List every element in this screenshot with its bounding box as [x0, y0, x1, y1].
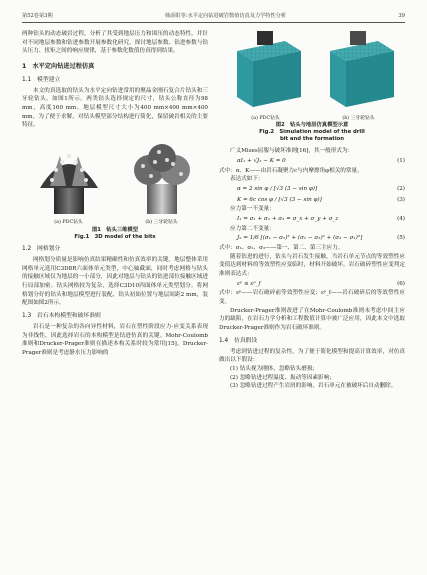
equation-3 — [219, 195, 405, 206]
intro-paragraph: 两种钻头的动态破岩过程，分析了其受到地层压力和围压的动态特性，并针对不同地层参数和钻进参数开展参数化研究，探讨地层参数、钻进参数与钻头压力、扭矩之间的响应规律，基于参数化数值仿真得到结果。 — [22, 31, 208, 55]
equation-6-body: εᵖ ≤ εᵖ_f — [237, 280, 261, 287]
figure-1-caption-en: Fig.1 3D model of the bits — [74, 233, 156, 240]
section-1-3-text: 岩石是一种复杂的各向异性材料，岩石在塑性阶段应力-应变关系表现为非线性，因此选择岩石的本构模型是钻进仿真的关键。Mohr-Coulomb准则和Drucker-Prager准则在描述本构关系时较为常用[15]。Drucker-Prager准则是考虑静水压力影响的 — [22, 324, 208, 356]
equation-6-number: (6) — [397, 280, 405, 287]
section-1-1-text: 本文的真选取的钻头为水平定向钻进常用的聚晶金刚石复合片钻头和三牙轮钻头，如图1所示。两类钻头选择规定的尺寸，钻头公称直径为98 mm，高度160 mm。地层模型尺寸大小为400 mm×400 mm×400 mm。为了便于求解，对钻头模型部分结构进行简化，保留破岩相关的主要特征。 — [22, 87, 208, 129]
equation-1 — [219, 156, 405, 167]
section-1-1-heading: 1.1 模型建立 — [22, 76, 61, 83]
tricone-formation-model-image — [316, 29, 402, 111]
figure-1a — [32, 136, 106, 227]
pdc-formation-model-image — [223, 29, 309, 111]
figure-2-caption-zh: 图2 钻头与地层仿真模型示意 — [275, 122, 349, 128]
figure-2b — [316, 29, 402, 122]
figure-1b-caption: (b) 三牙轮钻头 — [145, 220, 178, 226]
dp-intro-text: 广义Mises屈服与破坏准则[16]，其一般形式为： — [230, 148, 354, 155]
equation-2-number: (2) — [397, 186, 405, 193]
section-1-4-text: 考虑到钻进过程的复杂性，为了便于简化模型和提高计算效率，对仿真做出以下假设： — [219, 348, 405, 364]
equation-3-body: K = 6c cos φ / [√3 (3 − sin φ)] — [237, 196, 322, 203]
page-number: 39 — [398, 12, 405, 19]
equation-4 — [219, 214, 405, 225]
section-1-4-heading: 1.4 仿真假设 — [219, 337, 258, 344]
where-text-1: 式中：α、K——由岩石凝聚力c与内摩擦角φ相关的常量。 — [219, 167, 363, 174]
figure-1 — [22, 135, 208, 227]
right-column — [219, 30, 405, 391]
second-invariant-label: 应力第二不变量： — [230, 225, 275, 232]
assumption-2: (2) 忽略钻进过程温度、振动等因素影响； — [230, 374, 335, 381]
assumption-3: (3) 忽略钻进过程产生岩屑的影响，岩石单元在被破坏后自动删除。 — [230, 383, 397, 390]
section-1-heading: 1 水平定向钻进过程仿真 — [22, 62, 95, 70]
where-text-3: 式中：εᵖ——岩石破碎前等效塑性应变；εᵖ_f——岩石破碎后的等效塑性应变。 — [219, 290, 405, 305]
running-header — [22, 10, 405, 23]
journal-issue: 第52卷第3期 — [22, 12, 53, 19]
equation-2-body: α = 2 sin φ / [√3 (3 − sin φ)] — [237, 186, 318, 193]
running-title: 韩添阳等:水平定向钻进破岩数值仿真及力学特性分析 — [164, 12, 287, 19]
equation-5-body: J₂ = 1/6 [(σ₁ − σ₂)² + (σ₂ − σ₃)² + (σ₃ − σ₁)²] — [237, 235, 363, 242]
equation-5-number: (5) — [397, 235, 405, 242]
assumption-1: (1) 钻头视为刚体，忽略钻头磨损； — [230, 365, 319, 372]
equation-6 — [219, 279, 405, 290]
equation-1-number: (1) — [397, 158, 405, 165]
figure-2b-caption: (b) 三牙轮钻头 — [342, 115, 375, 121]
expression-intro: 表达式如下： — [230, 176, 264, 183]
figure-1-caption-zh: 图1 钻头三维模型 — [91, 226, 139, 233]
figure-2-caption-en-1: Fig.2 Simulation model of the drill — [259, 129, 365, 136]
section-1-2-text: 网格划分质量是影响仿真结果精确性和仿真效率的关键。地层整体采用网格单元选用C3D8R六面体单元类型，中心轴截面，同时考虑网格与钻头的接触区域仅为地层的一小部分，因此对地层与钻头的钻进部位接触区域进行局部加密。钻头网格较为复杂，选择C3D10四面体单元类型划分。将网格划分好的钻头和地层模型进行装配，钻头初始位置与地层间距2 mm，装配图如图2所示。 — [22, 257, 208, 307]
figure-2-caption-en-2: bit and the formation — [279, 136, 345, 143]
tricone-bit-image — [125, 136, 199, 216]
section-1-2-heading: 1.2 网格划分 — [22, 246, 61, 253]
left-column — [22, 30, 208, 358]
equation-5 — [219, 233, 405, 244]
equation-4-number: (4) — [397, 216, 405, 223]
failure-criterion-text: 随着钻进的进行，钻头与岩石发生接触，当岩石单元节点的等效塑性应变值达到材料的等效塑性应变临时，材料开始破坏。岩石破碎塑性应变判定准则表达式： — [219, 253, 405, 277]
figure-1a-caption: (a) PDC钻头 — [54, 220, 83, 226]
figure-2a-caption: (a) PDC钻头 — [251, 115, 280, 121]
figure-2 — [219, 30, 405, 122]
where-text-2: 式中：σ₁、σ₂、σ₃——第一、第二、第三主应力。 — [219, 244, 344, 251]
dp-choice-text: Drucker-Prager准则改进了在Mohr-Coulomb准则未考虑中间主应力的缺陷，在岩石力学分析和工程数值计算中被广泛应用，因此本文中选取Drucker-Prager准则作为岩石破坏准则。 — [219, 307, 405, 331]
section-1-3-heading: 1.3 岩石本构模型和破坏准则 — [22, 313, 101, 320]
pdc-bit-image — [32, 136, 106, 216]
figure-1b — [125, 136, 199, 227]
figure-2a — [223, 29, 309, 122]
first-invariant-label: 应力第一不变量： — [230, 206, 275, 213]
equation-3-number: (3) — [397, 196, 405, 203]
equation-4-body: I₁ = σ₁ + σ₂ + σ₃ = σ_x + σ_y + σ_z — [237, 216, 339, 223]
equation-1-body: αI₁ + √J₂ − K = 0 — [237, 158, 286, 165]
equation-2 — [219, 184, 405, 195]
